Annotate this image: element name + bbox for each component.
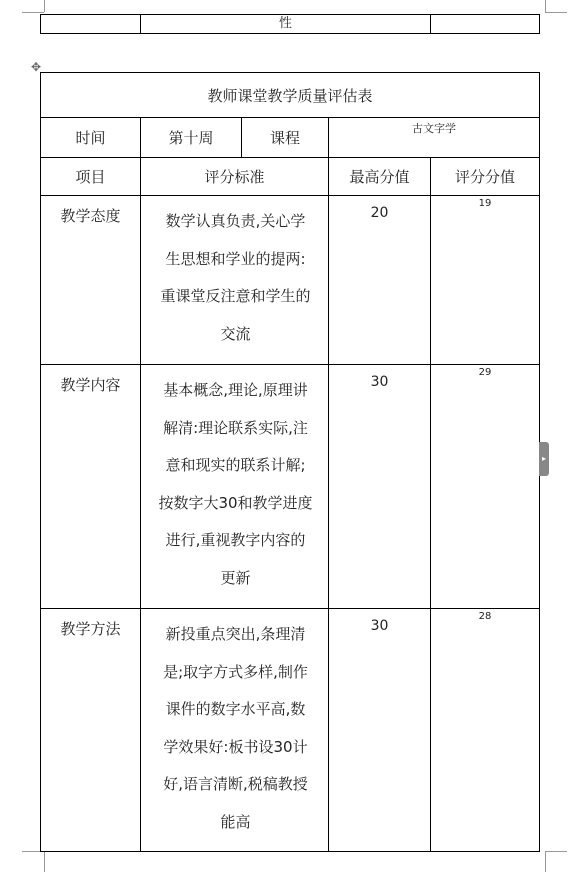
criteria-line: 更新 — [220, 568, 251, 587]
criteria-line: 按数字大30和教学进度 — [158, 493, 313, 512]
evaluation-table — [40, 72, 540, 852]
title-row — [41, 73, 540, 118]
criteria-line: 重课堂反注意和学生的 — [160, 287, 311, 305]
fragment-cell-1 — [41, 15, 141, 34]
score-teaching-method[interactable]: 28 — [431, 609, 540, 852]
time-label: 时间 — [41, 118, 141, 158]
crop-mark-bottom-right — [545, 851, 567, 852]
criteria-line: 能高 — [220, 812, 251, 831]
fragment-cell-2: 性 — [141, 15, 431, 34]
score-teaching-content[interactable]: 29 — [431, 365, 540, 609]
crop-mark-bottom-left-v — [44, 851, 45, 872]
header-criteria: 评分标准 — [141, 158, 329, 196]
course-label: 课程 — [242, 118, 329, 158]
criteria-line: 学效果好:板书设30计 — [163, 737, 308, 756]
side-expand-tab-icon[interactable]: ▸ — [539, 442, 549, 476]
criteria-line: 是;取字方式多样,制作 — [163, 662, 308, 681]
table-row — [41, 609, 540, 852]
table-row — [41, 196, 540, 365]
criteria-line: 交流 — [220, 324, 251, 343]
item-teaching-method: 教学方法 — [41, 609, 141, 852]
criteria-line: 解清:理论联系实际,注 — [163, 418, 308, 437]
crop-mark-top-right — [545, 12, 567, 13]
table-row — [41, 365, 540, 609]
criteria-teaching-attitude — [141, 196, 329, 365]
item-teaching-attitude: 教学态度 — [41, 196, 141, 365]
crop-mark-top-left — [22, 12, 44, 13]
max-score-teaching-method: 30 — [329, 609, 431, 852]
form-title: 教师课堂教学质量评估表 — [41, 73, 540, 118]
move-cross-icon[interactable]: ✥ — [30, 60, 42, 74]
score-teaching-attitude[interactable]: 19 — [431, 196, 540, 365]
crop-mark-top-left-v — [44, 0, 45, 12]
crop-mark-bottom-right-v — [545, 851, 546, 872]
criteria-line: 进行,重视教字内容的 — [165, 531, 306, 549]
criteria-line: 基本概念,理论,原理讲 — [163, 381, 308, 399]
header-row — [41, 158, 540, 196]
meta-row — [41, 118, 540, 158]
max-score-teaching-attitude: 20 — [329, 196, 431, 365]
criteria-line: 新投重点突出,条理清 — [165, 625, 306, 643]
header-max-score: 最高分值 — [329, 158, 431, 196]
criteria-line: 好,语言清断,税稿教授 — [163, 775, 308, 793]
header-item: 项目 — [41, 158, 141, 196]
criteria-teaching-method — [141, 609, 329, 852]
fragment-cell-3 — [431, 15, 540, 34]
max-score-teaching-content: 30 — [329, 365, 431, 609]
criteria-line: 意和现实的联系计解; — [165, 456, 306, 474]
criteria-teaching-content — [141, 365, 329, 609]
crop-mark-top-right-v — [545, 0, 546, 12]
item-teaching-content: 教学内容 — [41, 365, 141, 609]
header-score: 评分分值 — [431, 158, 540, 196]
previous-table-row — [41, 15, 540, 34]
time-value[interactable]: 第十周 — [141, 118, 242, 158]
course-value[interactable]: 古文字学 — [329, 118, 540, 158]
criteria-line: 生思想和学业的提两: — [165, 249, 306, 268]
criteria-line: 数学认真负责,关心学 — [165, 212, 306, 230]
previous-table-fragment — [40, 14, 540, 34]
criteria-line: 课件的数字水平高,数 — [165, 700, 306, 718]
